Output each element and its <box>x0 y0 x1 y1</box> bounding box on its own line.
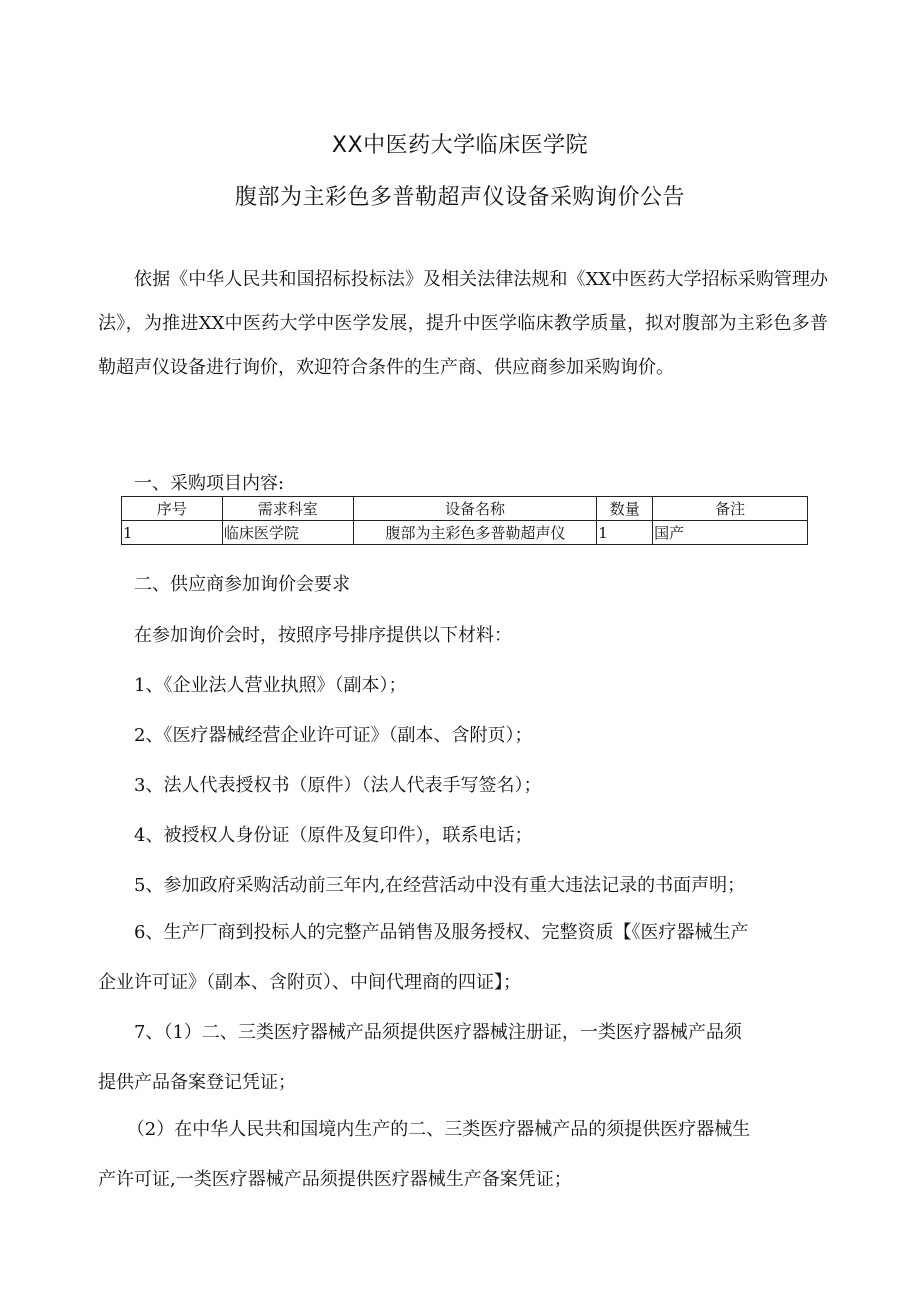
list-item: 6、生产厂商到投标人的完整产品销售及服务授权、完整资质【《医疗器械生产 <box>134 922 749 943</box>
list-item: （2）在中华人民共和国境内生产的二、三类医疗器械产品的须提供医疗器械生 <box>126 1119 751 1140</box>
page-subtitle: 腹部为主彩色多普勒超声仪设备采购询价公告 <box>234 185 685 210</box>
section1-heading: 一、采购项目内容: <box>134 473 285 494</box>
list-item-continued: 提供产品备案登记凭证； <box>98 1072 296 1093</box>
list-item-continued: 产许可证,一类医疗器械产品须提供医疗器械生产备案凭证； <box>98 1169 572 1190</box>
cell-remark: 国产 <box>653 521 808 545</box>
list-item-continued: 企业许可证》（副本、含附页）、中间代理商的四证】； <box>98 972 521 993</box>
col-header-quantity: 数量 <box>597 497 653 521</box>
cell-quantity: 1 <box>597 521 653 545</box>
col-header-department: 需求科室 <box>222 497 353 521</box>
cell-equipment: 腹部为主彩色多普勒超声仪 <box>353 521 597 545</box>
intro-paragraph: 依据《中华人民共和国招标投标法》及相关法律法规和《XX中医药大学招标采购管理办法》，为推进XX中医药大学中医学发展，提升中医学临床教学质量，拟对腹部为主彩色多普勒超声仪设备进行询价，欢迎符合条件的生产商、供应商参加采购询价。 <box>98 269 828 378</box>
col-header-equipment: 设备名称 <box>353 497 597 521</box>
list-item: 5、参加政府采购活动前三年内,在经营活动中没有重大违法记录的书面声明； <box>134 875 746 896</box>
cell-department: 临床医学院 <box>222 521 353 545</box>
list-item: 7、（1）二、三类医疗器械产品须提供医疗器械注册证，一类医疗器械产品须 <box>134 1022 742 1043</box>
list-item: 2、《医疗器械经营企业许可证》（副本、含附页）； <box>134 725 533 746</box>
table-header-row <box>122 497 808 521</box>
col-header-remark: 备注 <box>653 497 808 521</box>
page-title: XX中医药大学临床医学院 <box>331 133 589 158</box>
table-row <box>122 521 808 545</box>
section2-heading: 二、供应商参加询价会要求 <box>134 574 350 595</box>
list-item: 1、《企业法人营业执照》（副本）； <box>134 675 407 696</box>
list-item: 4、被授权人身份证（原件及复印件），联系电话； <box>134 825 533 846</box>
section2-lead: 在参加询价会时，按照序号排序提供以下材料： <box>134 625 512 646</box>
list-item: 3、法人代表授权书（原件）（法人代表手写签名）； <box>134 775 542 796</box>
cell-index: 1 <box>122 521 223 545</box>
procurement-table <box>121 496 808 545</box>
col-header-index: 序号 <box>122 497 223 521</box>
